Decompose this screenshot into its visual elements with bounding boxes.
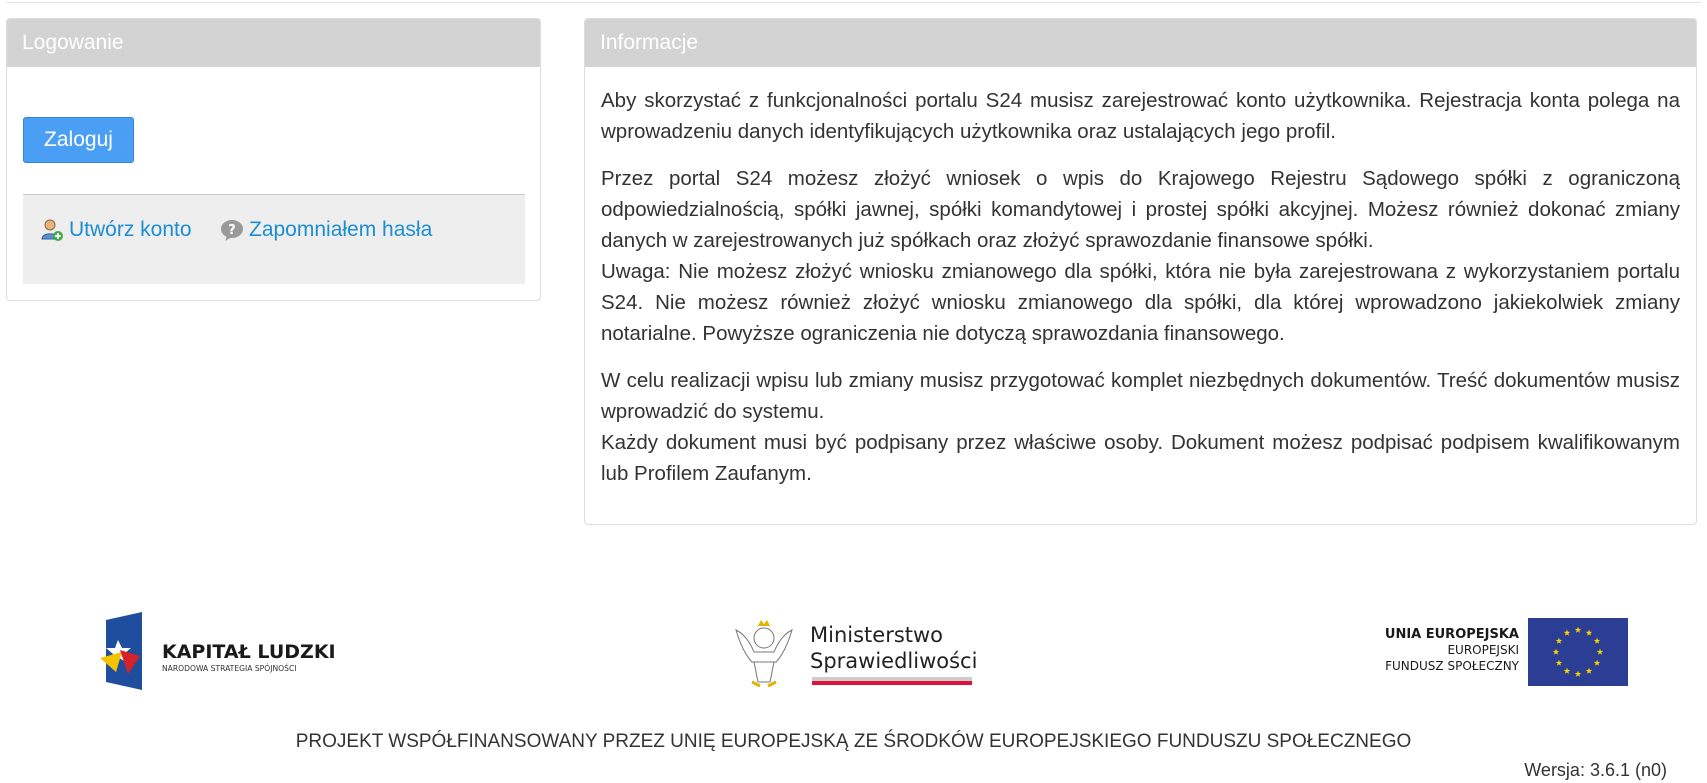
version-label: Wersja: 3.6.1 (n0): [1524, 760, 1667, 780]
forgot-password-label: Zapomniałem hasła: [249, 218, 433, 241]
eu-line2: EUROPEJSKI: [1447, 643, 1519, 657]
info-panel-body: [585, 67, 1696, 489]
kapital-ludzki-logo: [100, 610, 360, 692]
info-paragraph-documents: W celu realizacji wpisu lub zmiany musisz przygotować komplet niezbędnych dokumentów. Treść dokumentów musisz wprowadzić do systemu.: [601, 369, 1680, 423]
login-panel: [6, 18, 541, 301]
project-cofinancing-text: PROJEKT WSPÓŁFINANSOWANY PRZEZ UNIĘ EUROPEJSKĄ ZE ŚRODKÓW EUROPEJSKIEGO FUNDUSZU SPOŁECZNEGO: [295, 731, 1412, 752]
ministry-line2: Sprawiedliwości: [810, 649, 978, 673]
kapital-title: KAPITAŁ LUDZKI: [162, 641, 336, 663]
info-paragraph-registration: Aby skorzystać z funkcjonalności portalu S24 musisz zarejestrować konto użytkownika. Rejestracja konta polega na wprowadzeniu danych identyfikujących użytkownika oraz ustalających jego profil.: [601, 89, 1680, 143]
ministry-line1: Ministerstwo: [810, 623, 944, 647]
login-panel-title: Logowanie: [7, 19, 540, 67]
create-account-link[interactable]: [39, 217, 192, 243]
footer-logos: [0, 610, 1707, 694]
kapital-subtitle: NARODOWA STRATEGIA SPÓJNOŚCI: [162, 664, 297, 673]
login-button[interactable]: Zaloguj: [23, 117, 134, 163]
login-links-box: [23, 194, 525, 284]
european-union-logo: [1380, 616, 1630, 686]
eu-line3: FUNDUSZ SPOŁECZNY: [1385, 659, 1519, 673]
eu-title: UNIA EUROPEJSKA: [1384, 627, 1519, 642]
info-panel-title: Informacje: [585, 19, 1696, 67]
create-account-label: Utwórz konto: [69, 218, 192, 241]
info-panel: [584, 18, 1697, 525]
forgot-password-link[interactable]: [219, 217, 432, 243]
question-bubble-icon: [219, 217, 245, 243]
polish-eagle-icon: [736, 620, 792, 686]
user-add-icon: [39, 217, 65, 243]
info-paragraph-portal: Przez portal S24 możesz złożyć wniosek o wpis do Krajowego Rejestru Sądowego spółki z ograniczoną odpowiedzialnością, spółki jawnej, spółki komandytowej i prostej spółki akcyjnej. Możesz również dokonać zmiany danych w zarejestrowanych już spółkach oraz złożyć sprawozdanie finansowe spółki.: [601, 167, 1680, 252]
ministry-of-justice-logo: [730, 612, 980, 692]
info-paragraph-signature: Każdy dokument musi być podpisany przez właściwe osoby. Dokument możesz podpisać podpisem kwalifikowanym lub Profilem Zaufanym.: [601, 431, 1680, 485]
svg-text:?: ?: [228, 223, 236, 238]
info-paragraph-warning: Uwaga: Nie możesz złożyć wniosku zmianowego dla spółki, która nie była zarejestrowana z wykorzystaniem portalu S24. Nie możesz również złożyć wniosku zmianowego dla spółki, dla której wprowadzono jakiekolwiek zmiany notarialne. Powyższe ograniczenia nie dotyczą sprawozdania finansowego.: [601, 260, 1680, 345]
top-divider: [6, 0, 1701, 3]
